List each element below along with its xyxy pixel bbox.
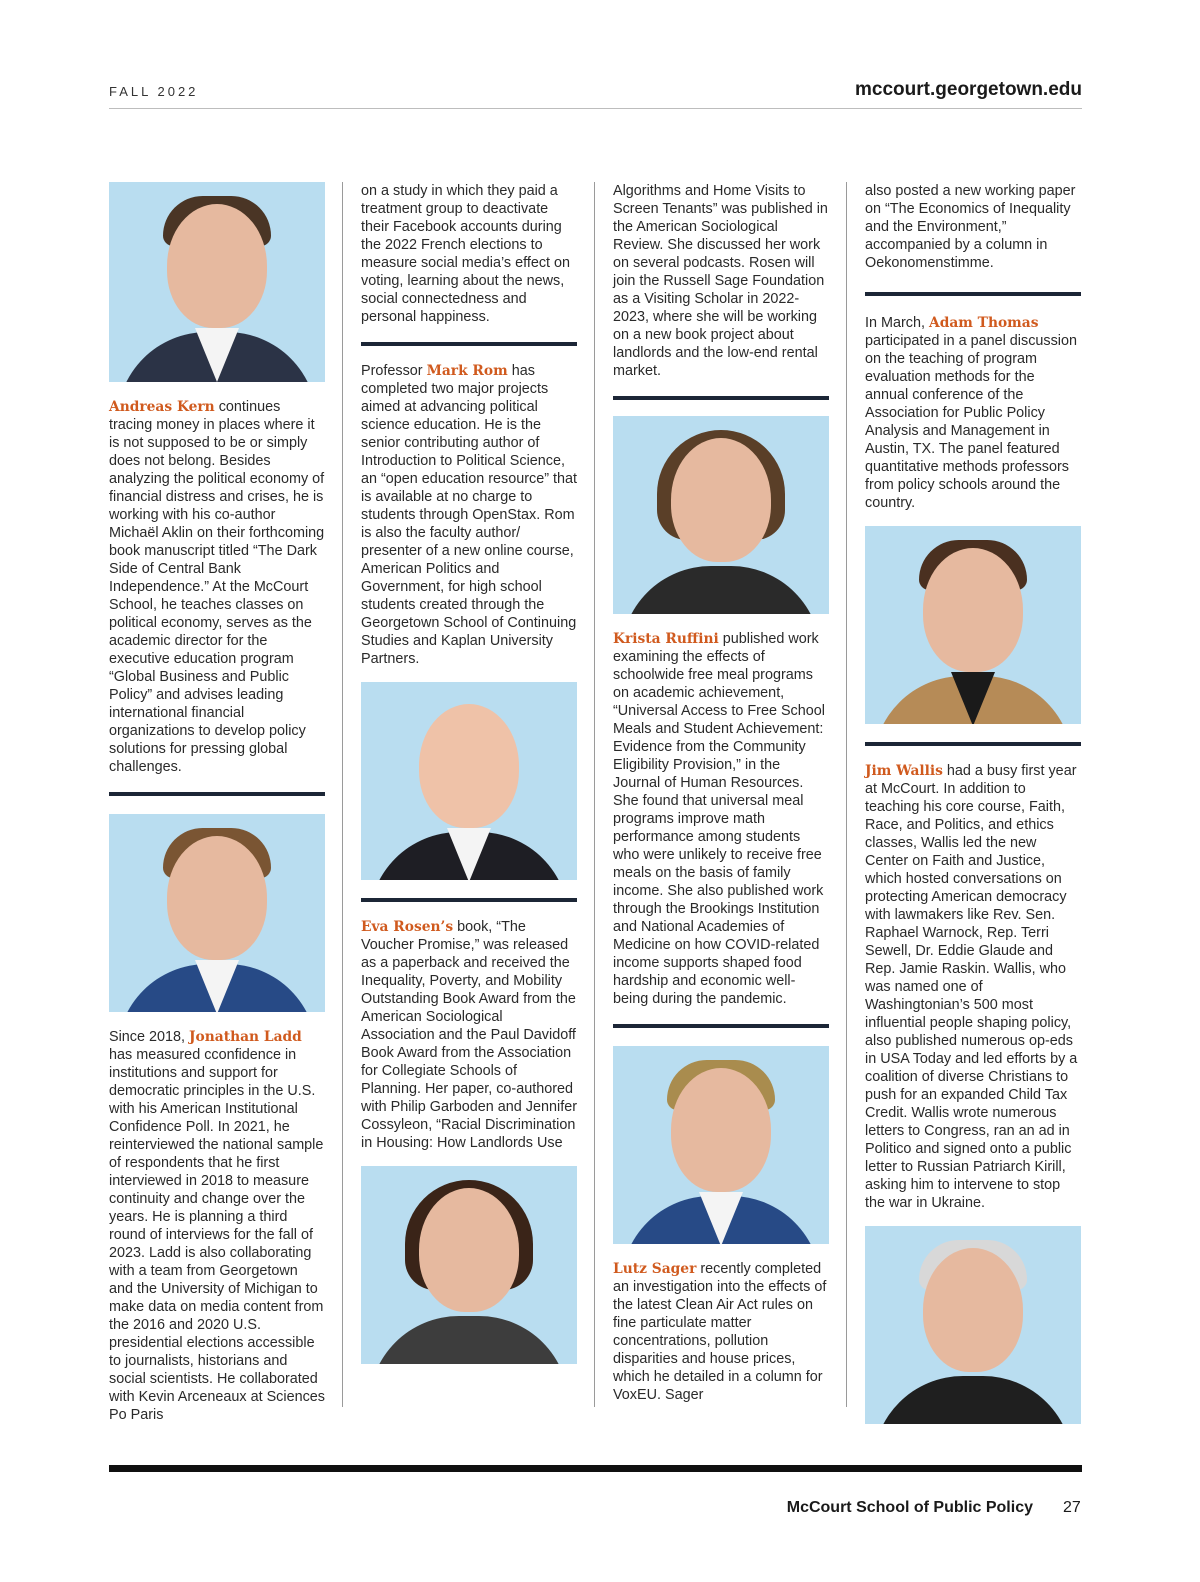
faculty-name: Jonathan Ladd	[189, 1029, 302, 1045]
column-3	[613, 182, 829, 1404]
bio-continuation: on a study in which they paid a treatment group to deactivate their Facebook accounts during the 2022 French elections to measure social media’s effect on voting, learning about the news, social connectedness and personal happiness.	[361, 183, 571, 325]
section-rule	[361, 898, 577, 902]
bio-mark-rom: Professor Mark Rom has completed two major projects aimed at advancing political science education. He is the senior contributing author of Introduction to Political Science, an “open education resource” that is available at no charge to students through OpenStax. Rom is also the faculty author/ presenter of a new online course, American Politics and Government, for high school students created through the Georgetown School of Continuing Studies and Kaplan University Partners.	[361, 363, 578, 667]
section-rule	[865, 292, 1081, 296]
page-number: 27	[1063, 1499, 1081, 1516]
portrait-andreas-kern	[109, 182, 325, 382]
column-4	[865, 182, 1081, 1424]
column-divider	[342, 182, 343, 1407]
faculty-name: Krista Ruffini	[613, 631, 719, 647]
bio-jim-wallis: Jim Wallis had a busy first year at McCourt. In addition to teaching his core course, Faith, Race, and Politics, and ethics classes, Wallis led the new Center on Faith and Justice, which hosted conversations on protecting American democracy with lawmakers like Rev. Sen. Raphael Warnock, Rep. Terri Sewell, Dr. Eddie Glaude and Rep. Jamie Raskin. Wallis, who was named one of Washingtonian’s 500 most influential people shaping policy, also published numerous op-eds in USA Today and led efforts by a coalition of diverse Christians to push for an expanded Child Tax Credit. Wallis wrote numerous letters to Congress, ran an ad in Politico and signed onto a public letter to Russian Patriarch Kirill, asking him to intervene to stop the war in Ukraine.	[865, 763, 1078, 1211]
bio-jonathan-ladd: Since 2018, Jonathan Ladd has measured cconfidence in institutions and support for democratic principles in the U.S. with his American Institutional Confidence Poll. In 2021, he reinterviewed the national sample of respondents that he first interviewed in 2018 to measure continuity and change over the years. He is planning a third round of interviews for the fall of 2023. Ladd is also collaborating with a team from Georgetown and the University of Michigan to make data on media content from the 2016 and 2020 U.S. presidential elections accessible to journalists, historians and social scientists. He collaborated with Kevin Arceneaux at Sciences Po Paris	[109, 1029, 325, 1423]
bio-eva-rosen: Eva Rosen’s book, “The Voucher Promise,” was released as a paperback and received the Inequality, Poverty, and Mobility Outstanding Book Award from the American Sociological Association and the Paul Davidoff Book Award from the Association for Collegiate Schools of Planning. Her paper, co-authored with Philip Garboden and Jennifer Cossyleon, “Racial Discrimination in Housing: How Landlords Use	[361, 919, 577, 1151]
portrait-jonathan-ladd	[109, 814, 325, 1012]
footer-rule	[109, 1465, 1082, 1472]
bio-continuation: also posted a new working paper on “The Economics of Inequality and the Environment,” accompanied by a column in Oekonomenstimme.	[865, 183, 1076, 271]
faculty-name: Eva Rosen’s	[361, 919, 454, 935]
portrait-jim-wallis	[865, 1226, 1081, 1424]
faculty-name: Mark Rom	[426, 363, 508, 379]
column-divider	[846, 182, 847, 1407]
portrait-mark-rom	[361, 682, 577, 880]
faculty-name: Adam Thomas	[928, 315, 1039, 331]
section-rule	[613, 396, 829, 400]
faculty-name: Andreas Kern	[109, 399, 215, 415]
portrait-adam-thomas	[865, 526, 1081, 724]
section-rule	[109, 792, 325, 796]
season-label: FALL 2022	[109, 84, 199, 99]
column-2	[361, 182, 577, 1364]
page-header	[109, 78, 1082, 109]
section-rule	[613, 1024, 829, 1028]
bio-continuation: Algorithms and Home Visits to Screen Tenants” was published in the American Sociological Review. She discussed her work on several podcasts. Rosen will join the Russell Sage Foundation as a Visiting Scholar in 2022-2023, where she will be working on a new book project about landlords and the low-end rental market.	[613, 183, 828, 379]
portrait-eva-rosen	[361, 1166, 577, 1364]
column-1	[109, 182, 325, 1424]
faculty-name: Jim Wallis	[865, 763, 943, 779]
portrait-lutz-sager	[613, 1046, 829, 1244]
website-url[interactable]: mccourt.georgetown.edu	[855, 79, 1082, 100]
column-divider	[594, 182, 595, 1407]
bio-andreas-kern: Andreas Kern continues tracing money in places where it is not supposed to be or simply does not belong. Besides analyzing the political economy of financial distress and crises, he is working with his co-author Michaël Aklin on their forthcoming book manuscript titled “The Dark Side of Central Bank Independence.” At the McCourt School, he teaches classes on political economy, serves as the academic director for the executive education program “Global Business and Public Policy” and advises leading international financial organizations to develop policy solutions for pressing global challenges.	[109, 399, 325, 775]
section-rule	[865, 742, 1081, 746]
bio-adam-thomas: In March, Adam Thomas participated in a panel discussion on the teaching of program evaluation methods for the annual conference of the Association for Public Policy Analysis and Management in Austin, TX. The panel featured quantitative methods professors from policy schools around the country.	[865, 315, 1077, 511]
section-rule	[361, 342, 577, 346]
faculty-name: Lutz Sager	[613, 1261, 697, 1277]
bio-krista-ruffini: Krista Ruffini published work examining the effects of schoolwide free meal programs on academic achievement, “Universal Access to Free School Meals and Student Achievement: Evidence from the Community Eligibility Provision,” in the Journal of Human Resources. She found that universal meal programs improve math performance among students who were unlikely to receive free meals on the basis of family income. She also published work through the Brookings Institution and National Academies of Medicine on how COVID-related income supports shaped food hardship and economic well-being during the pandemic.	[613, 631, 825, 1007]
portrait-krista-ruffini	[613, 416, 829, 614]
bio-lutz-sager: Lutz Sager recently completed an investigation into the effects of the latest Clean Air Act rules on fine particulate matter concentrations, pollution disparities and house prices, which he detailed in a column for VoxEU. Sager	[613, 1261, 827, 1403]
school-name: McCourt School of Public Policy	[786, 1499, 1033, 1516]
